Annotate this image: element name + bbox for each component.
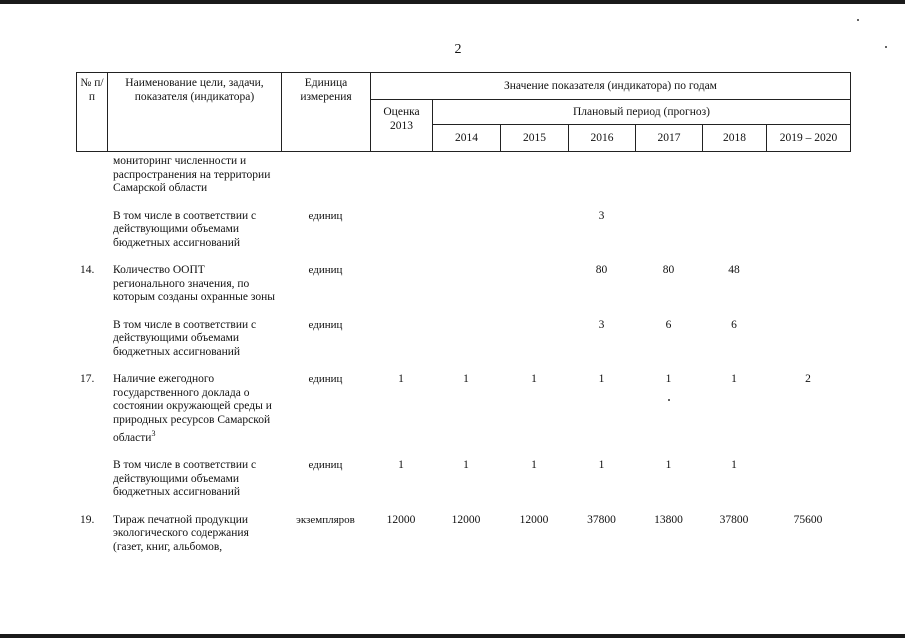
row-unit xyxy=(281,155,370,196)
table-row xyxy=(76,514,850,555)
row-value xyxy=(500,319,568,360)
row-value xyxy=(766,264,850,305)
row-number xyxy=(76,210,107,251)
row-value xyxy=(766,459,850,500)
header-year: 2014 xyxy=(433,125,501,152)
header-year: 2019 – 2020 xyxy=(767,125,851,152)
scan-speck xyxy=(885,46,887,48)
row-value xyxy=(500,264,568,305)
row-value: 80 xyxy=(595,264,608,276)
row-value xyxy=(635,155,702,196)
row-value xyxy=(370,155,432,196)
table-body xyxy=(76,155,850,554)
row-value xyxy=(702,155,766,196)
row-value xyxy=(432,155,500,196)
row-value: 3 xyxy=(598,209,605,222)
row-value xyxy=(370,210,432,251)
top-border-line xyxy=(0,0,905,4)
table-header xyxy=(76,72,851,152)
row-name: мониторинг численности и распространения на территории Самарской области xyxy=(113,155,271,194)
header-col-unit: Единица измерения xyxy=(282,73,371,152)
row-unit: единиц xyxy=(308,459,343,472)
row-value: 3 xyxy=(598,318,605,331)
header-col-values: Значение показателя (индикатора) по годам xyxy=(371,73,851,100)
row-number: 17. xyxy=(80,373,95,385)
header-year: 2017 xyxy=(636,125,703,152)
row-name: Количество ООПТ регионального значения, по которым созданы охранные зоны xyxy=(113,264,275,303)
row-value: 12000 xyxy=(519,513,549,526)
row-number: 19. xyxy=(80,513,95,526)
row-number: 14. xyxy=(80,264,95,276)
row-value: 37800 xyxy=(587,513,616,526)
row-value: 2 xyxy=(805,373,811,385)
table-row xyxy=(76,459,850,500)
row-value: 1 xyxy=(731,459,737,472)
header-col-name: Наименование цели, задачи, показателя (индикатора) xyxy=(108,73,282,152)
row-unit: единиц xyxy=(308,373,343,385)
row-value: 12000 xyxy=(386,513,416,526)
row-value xyxy=(568,155,635,196)
row-name: Наличие ежегодного государственного доклада о состоянии окружающей среды и природных ресурсов Самарской области xyxy=(113,373,272,444)
row-name: В том числе в соответствии с действующими объемами бюджетных ассигнований xyxy=(113,209,257,249)
row-unit: единиц xyxy=(308,318,343,331)
row-number xyxy=(76,319,107,360)
row-value: 1 xyxy=(398,459,404,472)
row-value xyxy=(500,210,568,251)
header-year: 2015 xyxy=(501,125,569,152)
row-value: 1 xyxy=(598,459,605,472)
row-value xyxy=(766,319,850,360)
row-value xyxy=(370,319,432,360)
row-name: Тираж печатной продукции экологического содержания (газет, книг, альбомов, xyxy=(113,513,249,553)
row-value xyxy=(432,319,500,360)
row-value: 1 xyxy=(598,373,605,385)
row-value xyxy=(432,264,500,305)
row-value: 80 xyxy=(662,264,675,276)
header-col-estimate: Оценка 2013 xyxy=(371,100,433,152)
row-value: 1 xyxy=(665,459,672,472)
row-value: 1 xyxy=(665,373,672,385)
table-row xyxy=(76,155,850,196)
row-value xyxy=(370,264,432,305)
row-value xyxy=(635,210,702,251)
row-number xyxy=(76,155,107,196)
row-value: 1 xyxy=(531,373,537,385)
row-value: 6 xyxy=(665,318,672,331)
row-value: 6 xyxy=(731,318,737,331)
footnote-marker: 3 xyxy=(151,429,156,438)
scan-speck xyxy=(857,19,859,21)
row-value: 1 xyxy=(398,373,404,385)
header-col-number: № п/п xyxy=(77,73,108,152)
row-number xyxy=(76,459,107,500)
header-year: 2018 xyxy=(703,125,767,152)
header-col-planned: Плановый период (прогноз) xyxy=(433,100,851,125)
row-value: 1 xyxy=(731,373,737,385)
table-row xyxy=(76,319,850,360)
row-value xyxy=(432,210,500,251)
row-unit: экземпляров xyxy=(296,513,355,526)
row-name-cell xyxy=(107,373,281,445)
table-row xyxy=(76,373,850,445)
row-value xyxy=(766,210,850,251)
row-value xyxy=(702,210,766,251)
row-value: 1 xyxy=(531,459,537,472)
row-value: 1 xyxy=(463,373,469,385)
row-value xyxy=(766,155,850,196)
row-value: 13800 xyxy=(654,513,683,526)
table-row xyxy=(76,264,850,305)
row-value: 1 xyxy=(463,459,469,472)
row-value xyxy=(500,155,568,196)
row-value: 75600 xyxy=(793,513,823,526)
page-number: 2 xyxy=(454,42,462,57)
header-year: 2016 xyxy=(569,125,636,152)
row-unit: единиц xyxy=(308,209,343,222)
row-value: 12000 xyxy=(451,513,481,526)
row-value: 48 xyxy=(728,264,740,276)
row-value: 37800 xyxy=(719,513,749,526)
row-unit: единиц xyxy=(308,264,343,276)
bottom-border-line xyxy=(0,634,905,638)
row-name: В том числе в соответствии с действующими объемами бюджетных ассигнований xyxy=(113,459,257,499)
table-row xyxy=(76,210,850,251)
row-name: В том числе в соответствии с действующими объемами бюджетных ассигнований xyxy=(113,318,257,358)
